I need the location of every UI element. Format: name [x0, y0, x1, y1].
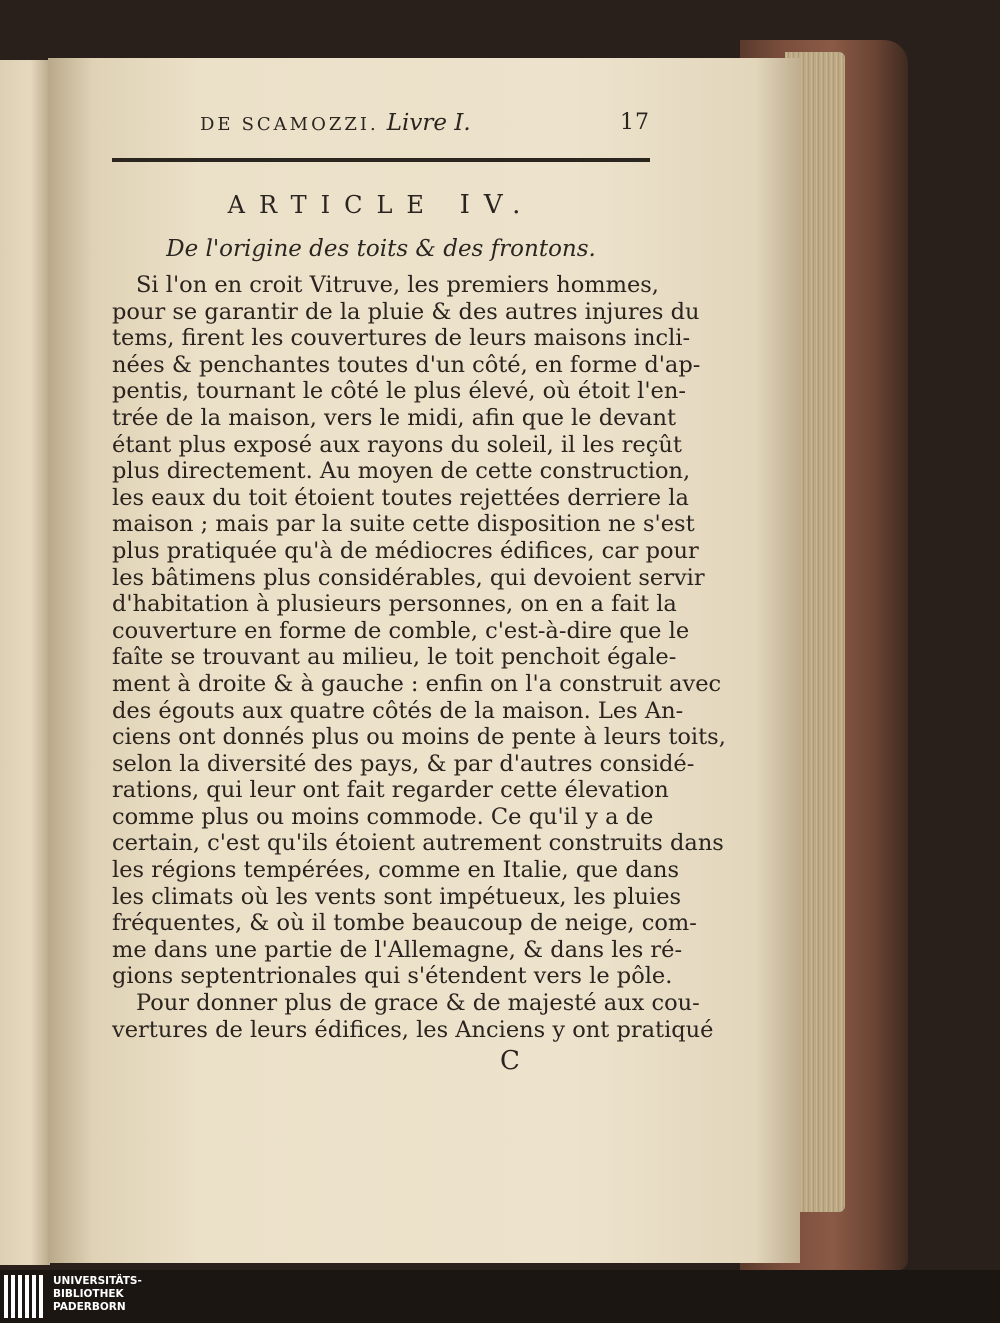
- text-line: fréquentes, & où il tombe beaucoup de neige, com-: [112, 910, 697, 937]
- text-line: selon la diversité des pays, & par d'autres considé-: [112, 750, 695, 777]
- text-line: les bâtimens plus considérables, qui devoient servir: [112, 564, 705, 591]
- text-line: Si l'on en croit Vitruve, les premiers hommes,: [136, 272, 659, 298]
- text-line: comme plus ou moins commode. Ce qu'il y a de: [112, 803, 654, 830]
- article-heading-numeral: IV.: [459, 190, 535, 220]
- text-line: maison ; mais par la suite cette disposition ne s'est: [112, 511, 695, 538]
- logo-line: UNIVERSITÄTS-: [53, 1275, 142, 1287]
- text-line: pour se garantir de la pluie & des autres injures du: [112, 298, 700, 325]
- text-line: ciens ont donnés plus ou moins de pente à leurs toits,: [112, 724, 726, 751]
- text-line: vertures de leurs édifices, les Anciens y ont pratiqué: [112, 1016, 714, 1043]
- signature-mark: C: [500, 1046, 520, 1076]
- library-logo-icon: [4, 1275, 46, 1318]
- text-line: trée de la maison, vers le midi, afin que le devant: [112, 404, 677, 431]
- text-line: pentis, tournant le côté le plus élevé, où étoit l'en-: [112, 378, 686, 405]
- left-page-margin: [0, 60, 50, 1265]
- page-number: 17: [620, 110, 650, 135]
- text-line: plus pratiquée qu'à de médiocres édifices, car pour: [112, 537, 699, 564]
- text-line: nées & penchantes toutes d'un côté, en forme d'ap-: [112, 351, 701, 378]
- logo-line: BIBLIOTHEK: [53, 1288, 124, 1300]
- text-line: d'habitation à plusieurs personnes, on en a fait la: [112, 591, 677, 618]
- library-logo-text: [53, 1275, 142, 1314]
- text-line: certain, c'est qu'ils étoient autrement construits dans: [112, 830, 724, 857]
- text-line: des égouts aux quatre côtés de la maison. Les An-: [112, 697, 684, 724]
- body-text: [112, 272, 726, 1043]
- article-heading-word: ARTICLE: [227, 191, 438, 219]
- text-line: Pour donner plus de grace & de majesté aux cou-: [136, 990, 700, 1017]
- running-head-book: Livre I.: [386, 110, 471, 136]
- text-line: les eaux du toit étoient toutes rejettées derriere la: [112, 484, 689, 511]
- library-footer: [0, 1270, 1000, 1323]
- text-line: plus directement. Au moyen de cette construction,: [112, 458, 691, 485]
- running-head-author: SCAMOZZI.: [241, 114, 379, 135]
- text-line: ment à droite & à gauche : enfin on l'a construit avec: [112, 670, 722, 697]
- text-line: étant plus exposé aux rayons du soleil, il les reçût: [112, 431, 682, 458]
- text-line: les climats où les vents sont impétueux, les pluies: [112, 883, 682, 910]
- text-line: couverture en forme de comble, c'est-à-dire que le: [112, 617, 690, 644]
- running-head: [200, 110, 650, 144]
- text-line: rations, qui leur ont fait regarder cette élevation: [112, 777, 669, 804]
- text-line: gions septentrionales qui s'étendent vers le pôle.: [112, 963, 673, 990]
- running-head-title: [200, 110, 471, 136]
- running-head-prefix: DE: [200, 114, 234, 135]
- text-line: me dans une partie de l'Allemagne, & dans les ré-: [112, 936, 683, 963]
- header-rule: [112, 158, 650, 162]
- article-subtitle: De l'origine des toits & des frontons.: [166, 236, 596, 262]
- text-line: les régions tempérées, comme en Italie, que dans: [112, 857, 680, 884]
- text-line: faîte se trouvant au milieu, le toit penchoit égale-: [112, 644, 677, 671]
- article-heading: [112, 190, 650, 220]
- text-line: tems, firent les couvertures de leurs maisons incli-: [112, 325, 691, 352]
- logo-line: PADERBORN: [53, 1301, 126, 1313]
